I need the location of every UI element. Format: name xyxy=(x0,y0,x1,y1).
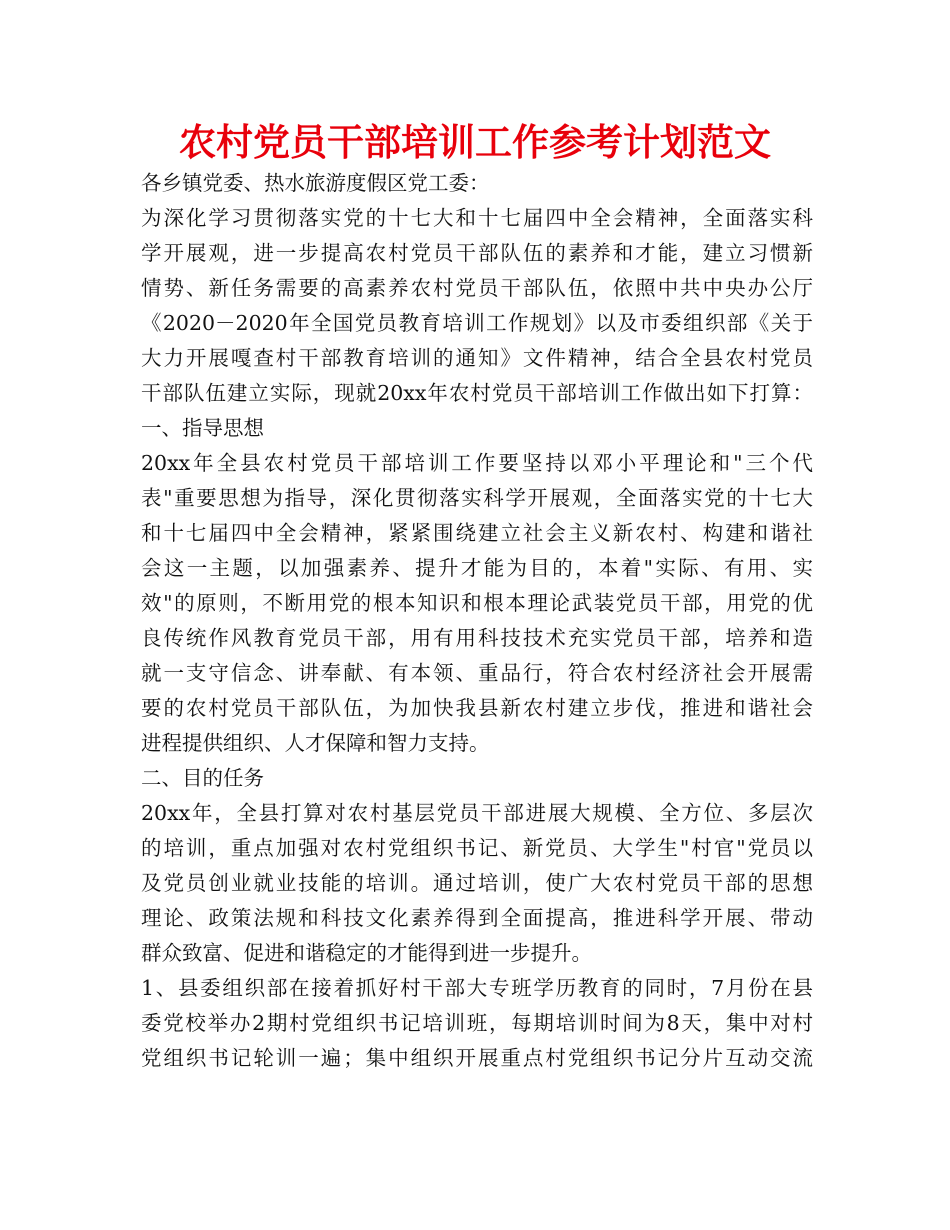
document-body xyxy=(141,166,813,1076)
body-line: 学开展观，进一步提高农村党员干部队伍的素养和才能，建立习惯新 xyxy=(141,241,813,265)
body-line: 表"重要思想为指导，深化贯彻落实科学开展观，全面落实党的十七大 xyxy=(141,486,813,510)
body-line: 党组织书记轮训一遍；集中组织开展重点村党组织书记分片互动交流 xyxy=(141,1046,813,1070)
body-line: 及党员创业就业技能的培训。通过培训，使广大农村党员干部的思想 xyxy=(141,871,813,895)
body-line: 20xx年，全县打算对农村基层党员干部进展大规模、全方位、多层次 xyxy=(141,801,813,825)
body-line: 进程提供组织、人才保障和智力支持。 xyxy=(141,731,490,755)
body-line: 一、指导思想 xyxy=(141,416,264,440)
body-line: 会这一主题，以加强素养、提升才能为目的，本着"实际、有用、实 xyxy=(141,556,813,580)
body-line: 委党校举办2期村党组织书记培训班，每期培训时间为8天，集中对村 xyxy=(141,1011,813,1035)
body-line: 就一支守信念、讲奉献、有本领、重品行，符合农村经济社会开展需 xyxy=(141,661,813,685)
body-line: 干部队伍建立实际，现就20xx年农村党员干部培训工作做出如下打算： xyxy=(141,381,813,405)
body-line: 1、县委组织部在接着抓好村干部大专班学历教育的同时，7月份在县 xyxy=(141,976,813,1000)
body-line: 情势、新任务需要的高素养农村党员干部队伍，依照中共中央办公厅 xyxy=(141,276,813,300)
body-line: 良传统作风教育党员干部，用有用科技技术充实党员干部，培养和造 xyxy=(141,626,813,650)
body-line: 要的农村党员干部队伍，为加快我县新农村建立步伐，推进和谐社会 xyxy=(141,696,813,720)
body-line: 二、目的任务 xyxy=(141,766,264,790)
body-line: 20xx年全县农村党员干部培训工作要坚持以邓小平理论和"三个代 xyxy=(141,451,813,475)
body-line: 为深化学习贯彻落实党的十七大和十七届四中全会精神，全面落实科 xyxy=(141,206,813,230)
body-line: 各乡镇党委、热水旅游度假区党工委： xyxy=(141,171,490,195)
body-line: 和十七届四中全会精神，紧紧围绕建立社会主义新农村、构建和谐社 xyxy=(141,521,813,545)
body-line: 《2020－2020年全国党员教育培训工作规划》以及市委组织部《关于 xyxy=(141,311,813,335)
body-line: 群众致富、促进和谐稳定的才能得到进一步提升。 xyxy=(141,941,592,965)
body-line: 的培训，重点加强对农村党组织书记、新党员、大学生"村官"党员以 xyxy=(141,836,813,860)
body-line: 效"的原则，不断用党的根本知识和根本理论武装党员干部，用党的优 xyxy=(141,591,813,615)
document-title: 农村党员干部培训工作参考计划范文 xyxy=(179,121,771,164)
body-line: 理论、政策法规和科技文化素养得到全面提高，推进科学开展、带动 xyxy=(141,906,813,930)
body-line: 大力开展嘎查村干部教育培训的通知》文件精神，结合全县农村党员 xyxy=(141,346,813,370)
